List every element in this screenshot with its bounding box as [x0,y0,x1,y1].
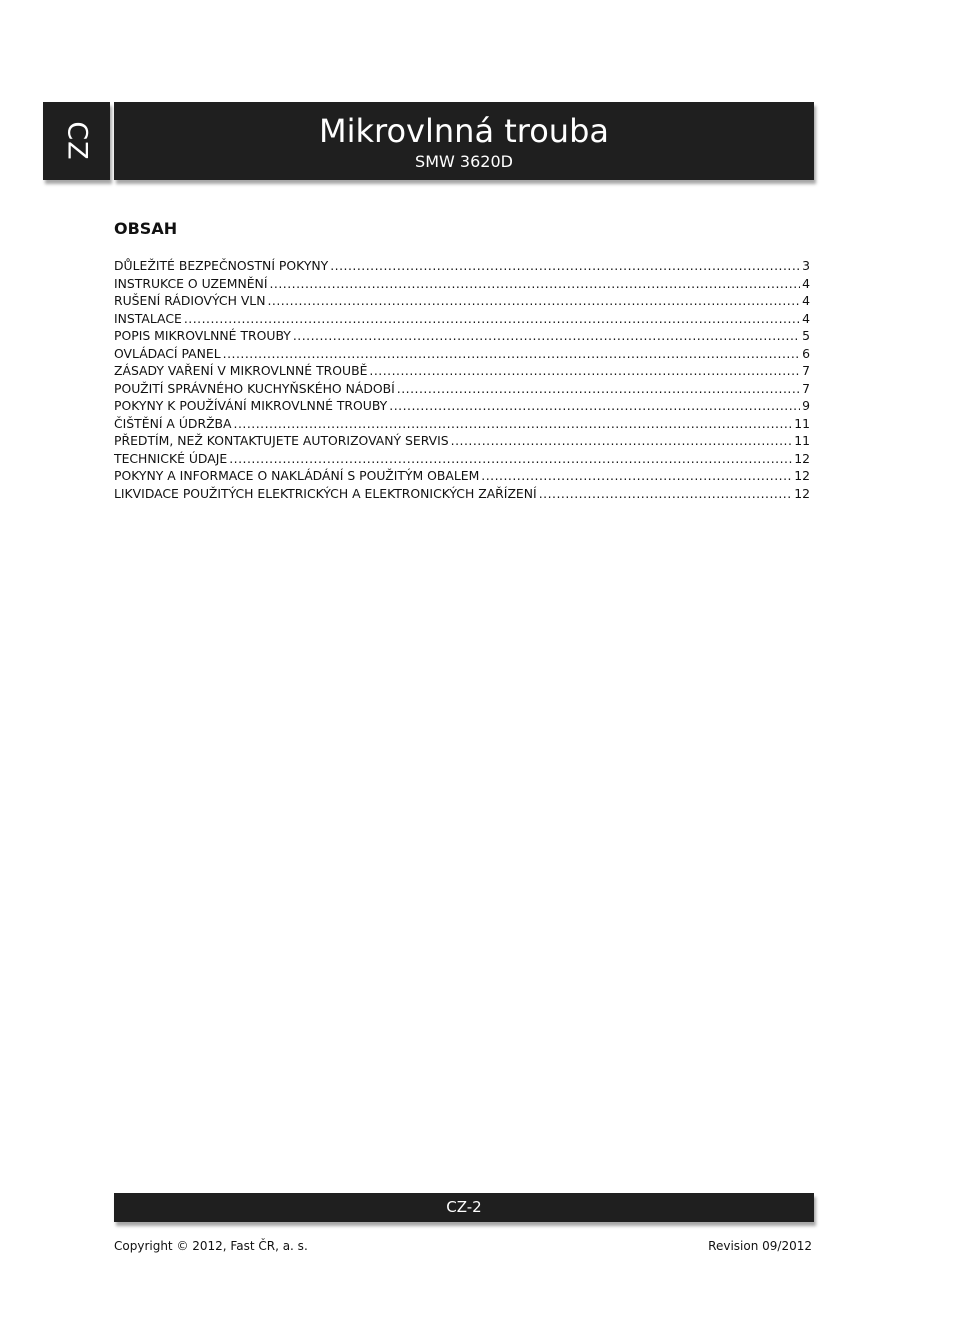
toc-entry-title: INSTALACE [114,310,182,326]
language-tab-label: CZ [61,121,92,161]
toc-leader-dots [369,362,800,380]
document-title: Mikrovlnná trouba [318,112,609,150]
toc-entry [114,415,810,433]
toc-leader-dots [539,485,793,503]
toc-leader-dots [397,380,800,398]
toc-entry-title: INSTRUKCE O UZEMNĚNÍ [114,275,268,291]
page-number: CZ-2 [446,1198,482,1216]
toc-entry-title: RUŠENÍ RÁDIOVÝCH VLN [114,293,266,308]
toc-entry-page: 6 [802,345,810,361]
toc-leader-dots [330,257,800,275]
toc-entry-page: 11 [794,433,810,448]
toc-entry [114,345,810,363]
toc-entry-page: 7 [802,380,810,396]
toc-entry-title: DŮLEŽITÉ BEZPEČNOSTNÍ POKYNY [114,258,329,273]
model-number: SMW 3620D [415,152,513,171]
toc-entry-title: POKYNY K POUŽÍVÁNÍ MIKROVLNNÉ TROUBY [114,398,388,413]
toc-leader-dots [451,432,793,450]
toc-entry-title: ZÁSADY VAŘENÍ V MIKROVLNNÉ TROUBĚ [114,363,368,378]
toc-leader-dots [234,415,793,433]
toc-leader-dots [223,345,800,363]
toc-entry-page: 9 [802,398,810,413]
toc-leader-dots [481,467,792,485]
toc-entry [114,467,810,485]
toc-entry-page: 4 [802,293,810,308]
toc-leader-dots [389,397,800,415]
footer-page-band [114,1193,814,1222]
toc-entry [114,397,810,415]
toc-entry [114,362,810,380]
title-band [114,102,814,180]
toc-entry-page: 3 [802,258,810,273]
toc-entry-title: ČIŠTĚNÍ A ÚDRŽBA [114,415,232,431]
toc-entry [114,310,810,328]
toc-entry [114,432,810,450]
toc-entry-title: LIKVIDACE POUŽITÝCH ELEKTRICKÝCH A ELEKTRONICKÝCH ZAŘÍZENÍ [114,485,537,501]
toc-entry-page: 7 [802,363,810,378]
toc-entry-title: TECHNICKÉ ÚDAJE [114,450,228,466]
toc-entry [114,257,810,275]
toc-entry-title: OVLÁDACÍ PANEL [114,345,221,361]
toc-leader-dots [229,450,792,468]
toc-entry [114,380,810,398]
toc-entry [114,275,810,293]
toc-entry [114,485,810,503]
copyright-notice: Copyright © 2012, Fast ČR, a. s. [114,1239,308,1253]
toc-entry-page: 5 [802,328,810,343]
toc-entry-title: POKYNY A INFORMACE O NAKLÁDÁNÍ S POUŽITÝM OBALEM [114,468,480,483]
toc-entry-page: 12 [794,450,810,466]
table-of-contents [114,257,810,502]
toc-heading: OBSAH [114,219,178,238]
toc-entry-page: 4 [802,275,810,291]
toc-entry-page: 12 [794,468,810,483]
toc-entry [114,327,810,345]
toc-leader-dots [184,310,800,328]
toc-entry-page: 12 [794,485,810,501]
toc-entry-title: POPIS MIKROVLNNÉ TROUBY [114,328,291,343]
toc-leader-dots [269,275,800,293]
revision-label: Revision 09/2012 [708,1239,812,1253]
toc-leader-dots [293,327,800,345]
toc-entry [114,292,810,310]
toc-entry [114,450,810,468]
toc-entry-title: POUŽITÍ SPRÁVNÉHO KUCHYŇSKÉHO NÁDOBÍ [114,380,395,396]
toc-leader-dots [267,292,800,310]
language-tab [43,102,110,180]
toc-entry-page: 11 [794,415,810,431]
toc-entry-page: 4 [802,310,810,326]
toc-entry-title: PŘEDTÍM, NEŽ KONTAKTUJETE AUTORIZOVANÝ SERVIS [114,433,449,448]
